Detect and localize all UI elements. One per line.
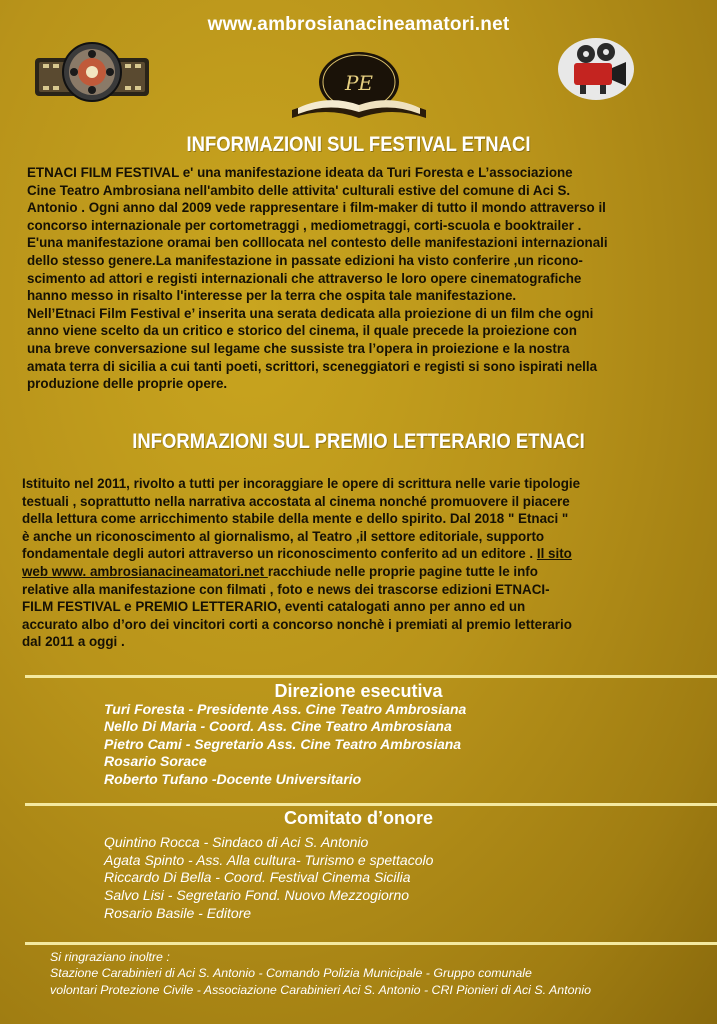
premio-line-text: racchiude nelle proprie pagine tutte le info	[267, 563, 538, 579]
festival-line: dello stesso genere.La manifestazione in passate edizioni ha visto conferire ,un ricono-	[27, 252, 583, 268]
thanks-line: volontari Protezione Civile - Associazione Carabinieri Aci S. Antonio - CRI Pionieri di Aci S. Antonio	[50, 982, 592, 997]
premio-line: è anche un riconoscimento al giornalismo, al Teatro ,il settore editoriale, supporto	[22, 528, 545, 544]
comitato-list	[104, 834, 433, 923]
thanks-block	[50, 949, 591, 998]
divider	[25, 942, 717, 945]
festival-line: scimento ad attori e registi internazionali che attraverso le loro opere cinematografiche	[27, 270, 582, 286]
divider	[25, 675, 717, 678]
festival-line: Nell’Etnaci Film Festival e’ inserita una serata dedicata alla proiezione di un film che ogni	[27, 305, 594, 321]
comitato-title: Comitato d’onore	[284, 808, 433, 828]
direzione-list	[104, 701, 466, 788]
premio-line: FILM FESTIVAL e PREMIO LETTERARIO, eventi catalogati anno per anno ed un	[22, 599, 526, 615]
comitato-member: Salvo Lisi - Segretario Fond. Nuovo Mezzogiorno	[104, 887, 410, 904]
film-camera-icon	[556, 36, 636, 102]
festival-line: ETNACI FILM FESTIVAL e' una manifestazione ideata da Turi Foresta e L’associazione	[27, 165, 573, 180]
thanks-line: Si ringraziano inoltre :	[50, 950, 170, 964]
festival-paragraph	[27, 164, 697, 393]
festival-heading: INFORMAZIONI SUL FESTIVAL ETNACI	[186, 133, 531, 156]
comitato-member: Agata Spinto - Ass. Alla cultura- Turismo e spettacolo	[104, 851, 434, 868]
premio-line: della lettura come arricchimento stabile della mente e dello spirito. Dal 2018 " Etnaci "	[22, 511, 569, 527]
site-link-label[interactable]: Il sito	[536, 546, 572, 562]
premio-line: accurato albo d’oro dei vincitori corti a concorso nonchè i premiati al premio letterario	[22, 616, 572, 632]
direzione-member: Turi Foresta - Presidente Ass. Cine Teatro Ambrosiana	[104, 701, 467, 717]
site-url[interactable]: www.ambrosianacineamatori.net	[207, 14, 510, 35]
premio-line: relative alla manifestazione con filmati , foto e news dei trascorse edizioni ETNACI-	[22, 581, 550, 597]
premio-heading: INFORMAZIONI SUL PREMIO LETTERARIO ETNACI	[132, 430, 585, 453]
site-link-url[interactable]: web www. ambrosianacineamatori.net	[22, 563, 268, 579]
premio-line: dal 2011 a oggi .	[22, 634, 125, 650]
festival-line: E'una manifestazione oramai ben colllocata nel contesto delle manifestazioni internazionali	[27, 235, 608, 251]
thanks-line: Stazione Carabinieri di Aci S. Antonio - Comando Polizia Municipale - Gruppo comunale	[50, 966, 532, 981]
festival-line: Antonio . Ogni anno dal 2009 vede rappresentare i film-maker di tutto il mondo attraverso il	[27, 200, 606, 216]
festival-line: anno viene scelto da un critico e storico del cinema, il quale precede la proiezione con	[27, 323, 577, 339]
direzione-member: Nello Di Maria - Coord. Ass. Cine Teatro Ambrosiana	[104, 718, 452, 735]
premio-line	[22, 545, 700, 563]
festival-line: produzione delle proprie opere.	[27, 376, 228, 392]
divider	[25, 803, 717, 806]
comitato-member: Quintino Rocca - Sindaco di Aci S. Antonio	[104, 834, 369, 850]
direzione-member: Roberto Tufano -Docente Universitario	[104, 770, 362, 787]
premio-paragraph	[22, 475, 700, 651]
festival-line: Cine Teatro Ambrosiana nell'ambito delle attivita' culturali estive del comune di Aci S.	[27, 182, 571, 198]
direzione-title: Direzione esecutiva	[274, 681, 443, 701]
svg-text:PE: PE	[344, 71, 374, 95]
comitato-member: Rosario Basile - Editore	[104, 904, 252, 921]
festival-line: concorso internazionale per cortometraggi , mediometraggi, corti-scuola e booktrailer .	[27, 217, 582, 233]
premio-line: testuali , soprattutto nella narrativa accostata al cinema nonché promuovere il piacere	[22, 493, 570, 509]
direzione-member: Pietro Cami - Segretario Ass. Cine Teatro Ambrosiana	[104, 735, 462, 752]
direzione-member: Rosario Sorace	[104, 753, 207, 770]
festival-line: amata terra di sicilia a cui tanti poeti, scrittori, sceneggiatori e registi si sono ispirati nella	[27, 358, 598, 374]
premio-line	[22, 563, 700, 581]
festival-line: una breve conversazione sul legame che sussiste tra l’opera in proiezione e la nostra	[27, 340, 570, 356]
comitato-member: Riccardo Di Bella - Coord. Festival Cinema Sicilia	[104, 869, 411, 886]
premio-line: Istituito nel 2011, rivolto a tutti per incoraggiare le opere di scrittura nelle varie tipologie	[22, 476, 581, 491]
premio-line-text: fondamentale degli autori attraverso un riconoscimento conferito ad un editore .	[22, 546, 537, 562]
festival-line: hanno messo in risalto l'interesse per la terra che ospita tale manifestazione.	[27, 288, 517, 304]
film-reel-logo-icon	[33, 40, 151, 104]
book-logo-icon	[288, 48, 430, 120]
